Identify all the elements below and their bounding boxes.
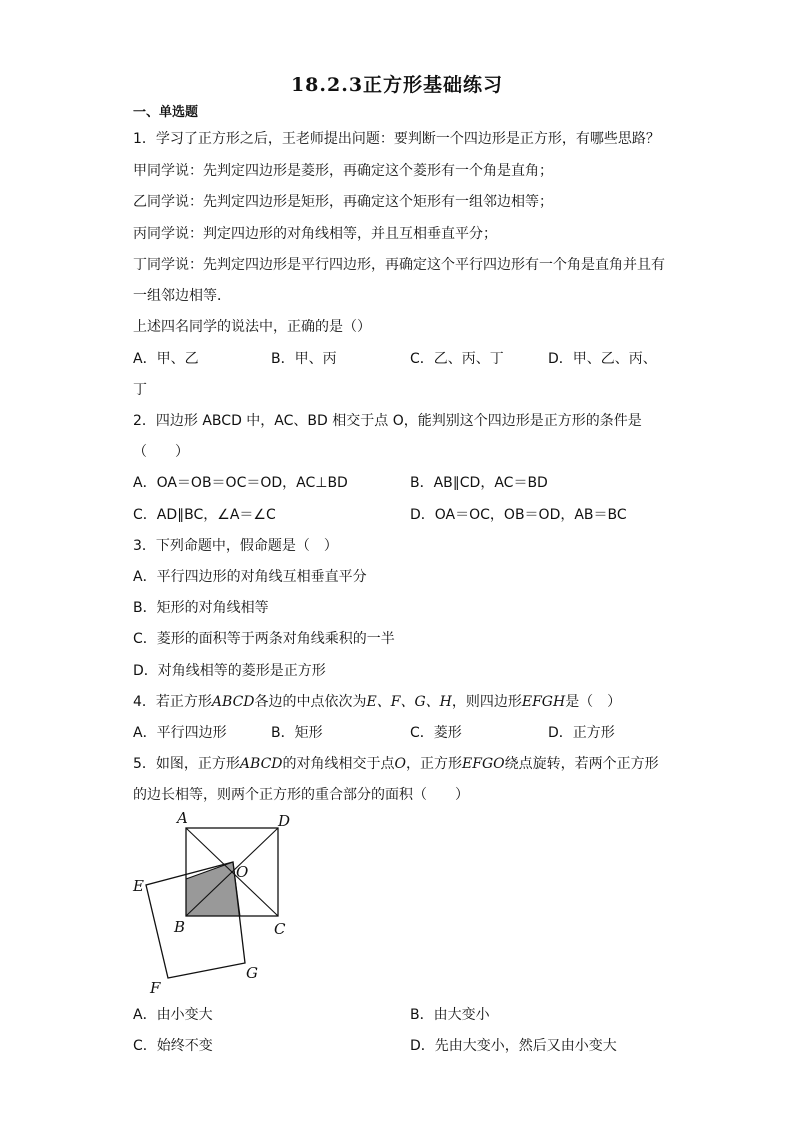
q1-yi: 乙同学说：先判定四边形是矩形，再确定这个矩形有一组邻边相等； [133,194,553,210]
label-g: G [246,964,258,982]
q5-option-b[interactable]: B．由大变小 [410,1007,490,1023]
q2-option-d[interactable]: D．OA＝OC，OB＝OD，AB＝BC [410,507,627,523]
q5-stem: 5．如图，正方形ABCD的对角线相交于点O，正方形EFGO绕点旋转，若两个正方形 [133,756,659,772]
q4-option-d[interactable]: D．正方形 [548,725,615,741]
q5-option-a[interactable]: A．由小变大 [133,1007,213,1023]
q1-ask: 上述四名同学的说法中，正确的是（） [133,319,371,335]
section-heading: 一、单选题 [133,105,199,120]
page-title: 18.2.3正方形基础练习 [290,74,504,96]
label-o: O [236,863,249,881]
q4-stem: 4．若正方形ABCD各边的中点依次为E、F、G、H，则四边形EFGH是（ ） [133,694,622,710]
q3-option-b[interactable]: B．矩形的对角线相等 [133,600,269,616]
q3-option-c[interactable]: C．菱形的面积等于两条对角线乘积的一半 [133,631,395,647]
q1-option-d[interactable]: D．甲、乙、丙、 [548,351,657,367]
q1-ding-line2: 一组邻边相等． [133,288,231,304]
label-d: D [278,812,291,830]
q2-stem-paren: （ ） [133,444,189,460]
q5-option-c[interactable]: C．始终不变 [133,1038,213,1054]
q2-option-a[interactable]: A．OA＝OB＝OC＝OD，AC⊥BD [133,475,348,491]
q1-option-d-cont: 丁 [133,382,147,398]
q2-stem: 2．四边形 ABCD 中，AC、BD 相交于点 O，能判别这个四边形是正方形的条件是 [133,413,642,429]
q5-option-d[interactable]: D．先由大变小，然后又由小变大 [410,1038,617,1054]
label-f: F [150,979,161,997]
square-rotation-figure [128,808,308,998]
q1-jia: 甲同学说：先判定四边形是菱形，再确定这个菱形有一个角是直角； [133,163,553,179]
q1-option-a[interactable]: A．甲、乙 [133,351,199,367]
q4-option-b[interactable]: B．矩形 [271,725,323,741]
q1-option-b[interactable]: B．甲、丙 [271,351,337,367]
label-a: A [177,809,188,827]
label-b: B [174,918,186,936]
q5-stem-line2: 的边长相等，则两个正方形的重合部分的面积（ ） [133,787,469,803]
q3-stem: 3．下列命题中，假命题是（ ） [133,538,338,554]
q4-option-c[interactable]: C．菱形 [410,725,462,741]
q1-ding-line1: 丁同学说：先判定四边形是平行四边形，再确定这个平行四边形有一个角是直角并且有 [133,257,665,273]
q3-option-d[interactable]: D．对角线相等的菱形是正方形 [133,663,326,679]
label-e: E [133,877,144,895]
q3-option-a[interactable]: A．平行四边形的对角线互相垂直平分 [133,569,367,585]
label-c: C [274,920,286,938]
q1-option-c[interactable]: C．乙、丙、丁 [410,351,504,367]
q2-option-b[interactable]: B．AB∥CD，AC＝BD [410,475,548,491]
q1-stem: 1．学习了正方形之后，王老师提出问题：要判断一个四边形是正方形，有哪些思路？ [133,131,660,147]
q2-option-c[interactable]: C．AD∥BC，∠A＝∠C [133,507,276,523]
q4-option-a[interactable]: A．平行四边形 [133,725,227,741]
q1-bing: 丙同学说：判定四边形的对角线相等，并且互相垂直平分； [133,226,497,242]
